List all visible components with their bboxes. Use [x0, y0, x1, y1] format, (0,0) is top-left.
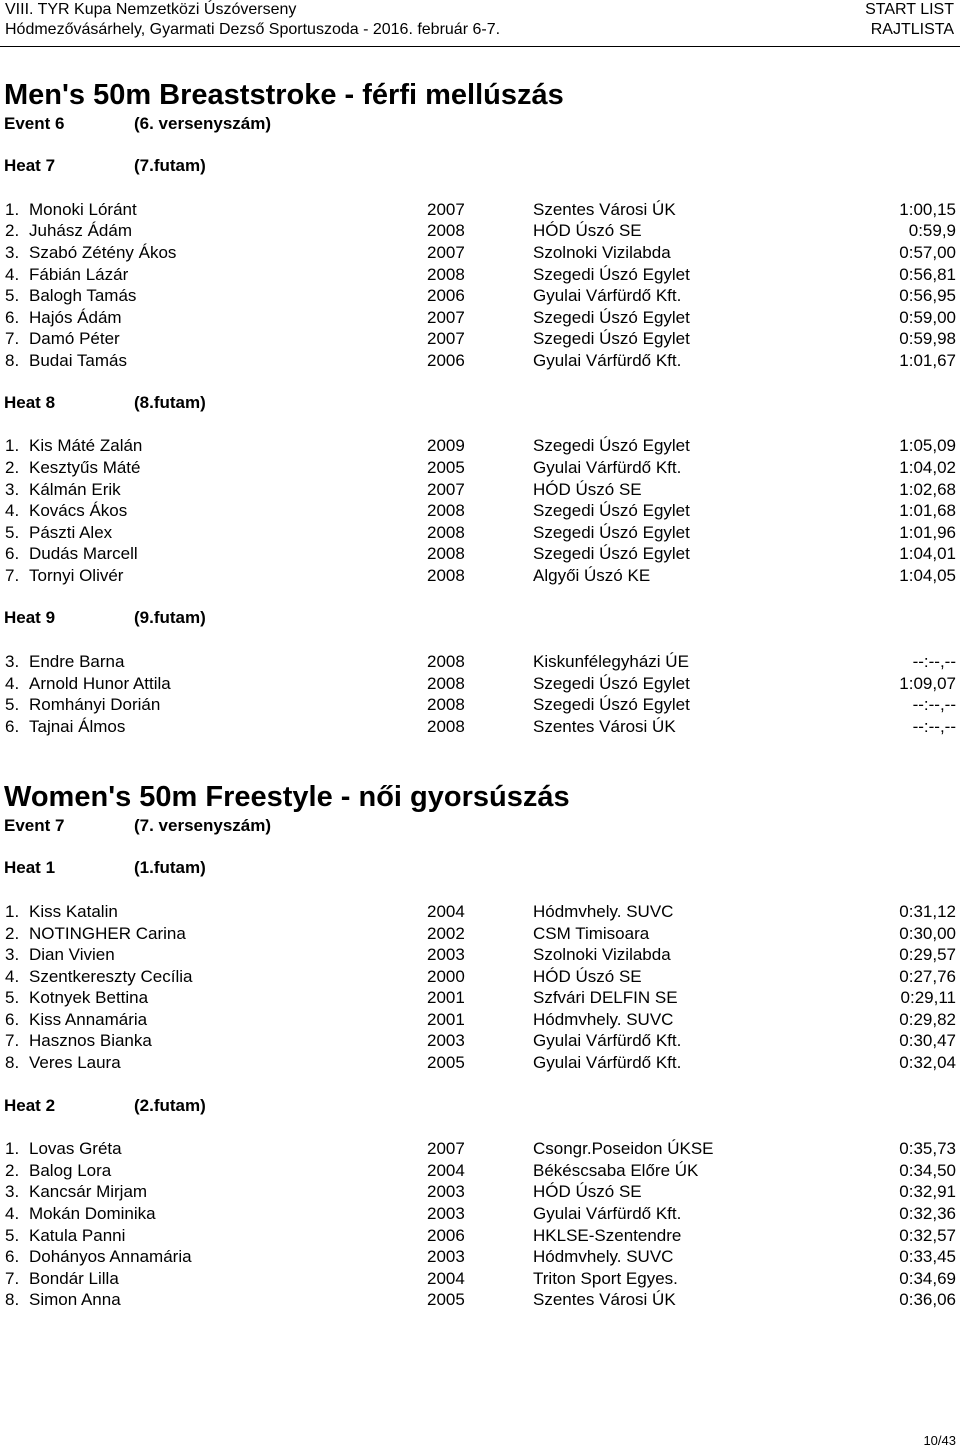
lane: 2.: [5, 221, 20, 240]
club: Hódmvhely. SUVC: [533, 1247, 674, 1266]
birth-year: 2004: [427, 902, 465, 921]
heat-label: [4, 608, 206, 628]
heat-label: [4, 1096, 206, 1116]
birth-year: 2008: [427, 674, 465, 693]
swimmer-name: Hasznos Bianka: [29, 1031, 152, 1050]
lane: 4.: [5, 674, 20, 693]
table-row: [0, 220, 960, 241]
club: Szegedi Úszó Egylet: [533, 695, 690, 714]
entry-time: 0:59,9: [908, 221, 956, 240]
table-row: [0, 1030, 960, 1051]
club: Algyői Úszó KE: [533, 566, 651, 585]
heat-number-hu: (1.futam): [134, 858, 206, 877]
entry-time: 0:32,04: [899, 1053, 956, 1072]
table-row: [0, 651, 960, 672]
entry-time: 0:29,57: [899, 945, 956, 964]
table-row: [0, 1009, 960, 1030]
birth-year: 2007: [427, 329, 465, 348]
entry-time: 0:29,11: [900, 988, 956, 1007]
table-row: [0, 901, 960, 922]
birth-year: 2000: [427, 967, 465, 986]
entry-time: 0:30,00: [899, 924, 956, 943]
lane: 8.: [5, 1290, 20, 1309]
heat-number-hu: (8.futam): [134, 393, 206, 412]
lane: 1.: [5, 436, 20, 455]
swimmer-name: Kovács Ákos: [29, 501, 128, 520]
lane: 6.: [5, 1010, 20, 1029]
club: Szegedi Úszó Egylet: [533, 308, 690, 327]
swimmer-name: Tajnai Álmos: [29, 717, 126, 736]
club: Szolnoki Vizilabda: [533, 945, 671, 964]
competition-title: VIII. TYR Kupa Nemzetközi Úszóverseny: [5, 1, 297, 18]
table-row: [0, 242, 960, 263]
table-row: [0, 987, 960, 1008]
lane: 5.: [5, 286, 20, 305]
swimmer-name: Kiss Annamária: [29, 1010, 148, 1029]
entry-time: 0:32,36: [899, 1204, 956, 1223]
club: HÓD Úszó SE: [533, 480, 642, 499]
table-row: [0, 966, 960, 987]
table-row: [0, 565, 960, 586]
doc-type-en: START LIST: [865, 1, 954, 18]
club: HÓD Úszó SE: [533, 221, 642, 240]
table-row: [0, 350, 960, 371]
lane: 7.: [5, 566, 20, 585]
birth-year: 2007: [427, 243, 465, 262]
swimmer-name: Juhász Ádám: [29, 221, 132, 240]
club: Gyulai Várfürdő Kft.: [533, 286, 682, 305]
swimmer-name: NOTINGHER Carina: [29, 924, 186, 943]
club: Szegedi Úszó Egylet: [533, 501, 690, 520]
table-row: [0, 543, 960, 564]
entry-time: 1:00,15: [899, 200, 956, 219]
lane: 6.: [5, 1247, 20, 1266]
table-row: [0, 1160, 960, 1181]
birth-year: 2009: [427, 436, 465, 455]
entry-time: 0:35,73: [899, 1139, 956, 1158]
swimmer-name: Balogh Tamás: [29, 286, 137, 305]
club: HÓD Úszó SE: [533, 967, 642, 986]
club: HÓD Úszó SE: [533, 1182, 642, 1201]
table-row: [0, 923, 960, 944]
swimmer-name: Endre Barna: [29, 652, 125, 671]
table-row: [0, 1052, 960, 1073]
birth-year: 2003: [427, 1204, 465, 1223]
club: Szegedi Úszó Egylet: [533, 674, 690, 693]
entry-time: 1:02,68: [899, 480, 956, 499]
club: Szegedi Úszó Egylet: [533, 265, 690, 284]
swimmer-name: Fábián Lázár: [29, 265, 129, 284]
doc-type-hu: RAJTLISTA: [870, 21, 954, 38]
birth-year: 2008: [427, 221, 465, 240]
lane: 2.: [5, 458, 20, 477]
club: Csongr.Poseidon ÚKSE: [533, 1139, 714, 1158]
table-row: [0, 435, 960, 456]
heat-label: [4, 156, 206, 176]
table-row: [0, 673, 960, 694]
birth-year: 2008: [427, 717, 465, 736]
club: Kiskunfélegyházi ÚE: [533, 652, 689, 671]
table-row: [0, 1203, 960, 1224]
swimmer-name: Arnold Hunor Attila: [29, 674, 171, 693]
heat-number: Heat 9: [4, 608, 56, 627]
lane: 8.: [5, 1053, 20, 1072]
entry-time: 1:09,07: [899, 674, 956, 693]
swimmer-name: Bondár Lilla: [29, 1269, 119, 1288]
lane: 3.: [5, 243, 20, 262]
table-row: [0, 716, 960, 737]
heat-label: [4, 393, 206, 413]
swimmer-name: Katula Panni: [29, 1226, 126, 1245]
lane: 4.: [5, 967, 20, 986]
heat-number-hu: (2.futam): [134, 1096, 206, 1115]
swimmer-name: Kis Máté Zalán: [29, 436, 143, 455]
lane: 4.: [5, 501, 20, 520]
swimmer-name: Kiss Katalin: [29, 902, 118, 921]
lane: 7.: [5, 329, 20, 348]
lane: 1.: [5, 1139, 20, 1158]
entry-time: 0:32,91: [899, 1182, 956, 1201]
birth-year: 2008: [427, 265, 465, 284]
entry-time: 0:29,82: [899, 1010, 956, 1029]
event-number: Event 6: [4, 114, 65, 133]
heat-number-hu: (7.futam): [134, 156, 206, 175]
birth-year: 2008: [427, 695, 465, 714]
birth-year: 2002: [427, 924, 465, 943]
birth-year: 2001: [427, 988, 465, 1007]
lane: 6.: [5, 544, 20, 563]
table-row: [0, 1138, 960, 1159]
heat-number: Heat 2: [4, 1096, 56, 1115]
entry-time: 0:36,06: [899, 1290, 956, 1309]
swimmer-name: Kancsár Mirjam: [29, 1182, 148, 1201]
lane: 7.: [5, 1031, 20, 1050]
entry-time: 0:59,00: [899, 308, 956, 327]
club: CSM Timisoara: [533, 924, 650, 943]
lane: 8.: [5, 351, 20, 370]
birth-year: 2005: [427, 458, 465, 477]
entry-time: 0:33,45: [899, 1247, 956, 1266]
swimmer-name: Romhányi Dorián: [29, 695, 161, 714]
lane: 3.: [5, 480, 20, 499]
birth-year: 2007: [427, 308, 465, 327]
birth-year: 2008: [427, 544, 465, 563]
table-row: [0, 522, 960, 543]
birth-year: 2004: [427, 1269, 465, 1288]
table-row: [0, 500, 960, 521]
table-row: [0, 944, 960, 965]
lane: 6.: [5, 717, 20, 736]
lane: 2.: [5, 1161, 20, 1180]
entry-time: --:--,--: [912, 717, 956, 736]
event-number-hu: (6. versenyszám): [134, 114, 272, 133]
club: Gyulai Várfürdő Kft.: [533, 458, 682, 477]
birth-year: 2003: [427, 1182, 465, 1201]
club: Gyulai Várfürdő Kft.: [533, 1053, 682, 1072]
event-title: Men's 50m Breaststroke - férfi mellúszás: [4, 79, 564, 111]
swimmer-name: Monoki Lóránt: [29, 200, 137, 219]
table-row: [0, 457, 960, 478]
event-number: Event 7: [4, 816, 65, 835]
lane: 3.: [5, 652, 20, 671]
birth-year: 2001: [427, 1010, 465, 1029]
swimmer-name: Veres Laura: [29, 1053, 121, 1072]
lane: 7.: [5, 1269, 20, 1288]
table-row: [0, 1268, 960, 1289]
heat-number: Heat 8: [4, 393, 56, 412]
entry-time: 1:04,01: [899, 544, 956, 563]
swimmer-name: Kotnyek Bettina: [29, 988, 149, 1007]
swimmer-name: Budai Tamás: [29, 351, 127, 370]
club: Gyulai Várfürdő Kft.: [533, 1031, 682, 1050]
heat-number-hu: (9.futam): [134, 608, 206, 627]
club: Szolnoki Vizilabda: [533, 243, 671, 262]
swimmer-name: Hajós Ádám: [29, 308, 122, 327]
club: Szegedi Úszó Egylet: [533, 436, 690, 455]
swimmer-name: Tornyi Olivér: [29, 566, 124, 585]
club: Szfvári DELFIN SE: [533, 988, 678, 1007]
lane: 1.: [5, 902, 20, 921]
table-row: [0, 328, 960, 349]
lane: 5.: [5, 1226, 20, 1245]
birth-year: 2008: [427, 652, 465, 671]
swimmer-name: Lovas Gréta: [29, 1139, 122, 1158]
entry-time: --:--,--: [912, 652, 956, 671]
page-header: [0, 0, 960, 47]
lane: 4.: [5, 1204, 20, 1223]
heat-label: [4, 858, 206, 878]
page-number: 10/43: [923, 1433, 956, 1448]
swimmer-name: Dohányos Annamária: [29, 1247, 192, 1266]
swimmer-name: Damó Péter: [29, 329, 120, 348]
table-row: [0, 1246, 960, 1267]
swimmer-name: Pászti Alex: [29, 523, 113, 542]
birth-year: 2003: [427, 1247, 465, 1266]
birth-year: 2006: [427, 286, 465, 305]
swimmer-name: Balog Lora: [29, 1161, 112, 1180]
lane: 5.: [5, 523, 20, 542]
swimmer-name: Dian Vivien: [29, 945, 115, 964]
table-row: [0, 694, 960, 715]
event-label: [4, 114, 271, 134]
swimmer-name: Dudás Marcell: [29, 544, 138, 563]
event-title: Women's 50m Freestyle - női gyorsúszás: [4, 781, 570, 813]
birth-year: 2007: [427, 200, 465, 219]
birth-year: 2003: [427, 945, 465, 964]
club: Szentes Városi ÚK: [533, 1290, 676, 1309]
birth-year: 2006: [427, 1226, 465, 1245]
swimmer-name: Szabó Zétény Ákos: [29, 243, 177, 262]
lane: 3.: [5, 945, 20, 964]
table-row: [0, 307, 960, 328]
birth-year: 2007: [427, 480, 465, 499]
club: Szegedi Úszó Egylet: [533, 523, 690, 542]
entry-time: 0:27,76: [899, 967, 956, 986]
club: Gyulai Várfürdő Kft.: [533, 1204, 682, 1223]
entry-time: --:--,--: [912, 695, 956, 714]
lane: 6.: [5, 308, 20, 327]
club: Hódmvhely. SUVC: [533, 902, 674, 921]
table-row: [0, 264, 960, 285]
swimmer-name: Kálmán Erik: [29, 480, 121, 499]
entry-time: 0:30,47: [899, 1031, 956, 1050]
entry-time: 1:04,02: [899, 458, 956, 477]
entry-time: 1:01,67: [899, 351, 956, 370]
birth-year: 2008: [427, 566, 465, 585]
entry-time: 0:56,81: [899, 265, 956, 284]
club: Szegedi Úszó Egylet: [533, 329, 690, 348]
club: Szegedi Úszó Egylet: [533, 544, 690, 563]
entry-time: 0:34,50: [899, 1161, 956, 1180]
swimmer-name: Mokán Dominika: [29, 1204, 156, 1223]
swimmer-name: Kesztyűs Máté: [29, 458, 141, 477]
entry-time: 1:04,05: [899, 566, 956, 585]
event-number-hu: (7. versenyszám): [134, 816, 272, 835]
event-label: [4, 816, 271, 836]
club: Békéscsaba Előre ÚK: [533, 1161, 699, 1180]
club: Szentes Városi ÚK: [533, 200, 676, 219]
table-row: [0, 1181, 960, 1202]
club: Hódmvhely. SUVC: [533, 1010, 674, 1029]
lane: 5.: [5, 695, 20, 714]
club: Triton Sport Egyes.: [533, 1269, 678, 1288]
entry-time: 0:56,95: [899, 286, 956, 305]
birth-year: 2005: [427, 1290, 465, 1309]
entry-time: 0:31,12: [899, 902, 956, 921]
swimmer-name: Simon Anna: [29, 1290, 121, 1309]
table-row: [0, 479, 960, 500]
entry-time: 0:34,69: [899, 1269, 956, 1288]
heat-number: Heat 7: [4, 156, 56, 175]
entry-time: 0:32,57: [899, 1226, 956, 1245]
table-row: [0, 199, 960, 220]
birth-year: 2008: [427, 501, 465, 520]
birth-year: 2008: [427, 523, 465, 542]
club: Szentes Városi ÚK: [533, 717, 676, 736]
table-row: [0, 1225, 960, 1246]
venue-date: Hódmezővásárhely, Gyarmati Dezső Sportuszoda - 2016. február 6-7.: [5, 21, 501, 38]
entry-time: 1:05,09: [899, 436, 956, 455]
birth-year: 2005: [427, 1053, 465, 1072]
lane: 3.: [5, 1182, 20, 1201]
birth-year: 2006: [427, 351, 465, 370]
birth-year: 2003: [427, 1031, 465, 1050]
birth-year: 2007: [427, 1139, 465, 1158]
club: HKLSE-Szentendre: [533, 1226, 682, 1245]
swimmer-name: Szentkereszty Cecília: [29, 967, 193, 986]
table-row: [0, 285, 960, 306]
lane: 5.: [5, 988, 20, 1007]
birth-year: 2004: [427, 1161, 465, 1180]
lane: 1.: [5, 200, 20, 219]
entry-time: 0:57,00: [899, 243, 956, 262]
lane: 2.: [5, 924, 20, 943]
lane: 4.: [5, 265, 20, 284]
table-row: [0, 1289, 960, 1310]
entry-time: 0:59,98: [899, 329, 956, 348]
entry-time: 1:01,96: [899, 523, 956, 542]
heat-number: Heat 1: [4, 858, 56, 877]
entry-time: 1:01,68: [899, 501, 956, 520]
club: Gyulai Várfürdő Kft.: [533, 351, 682, 370]
